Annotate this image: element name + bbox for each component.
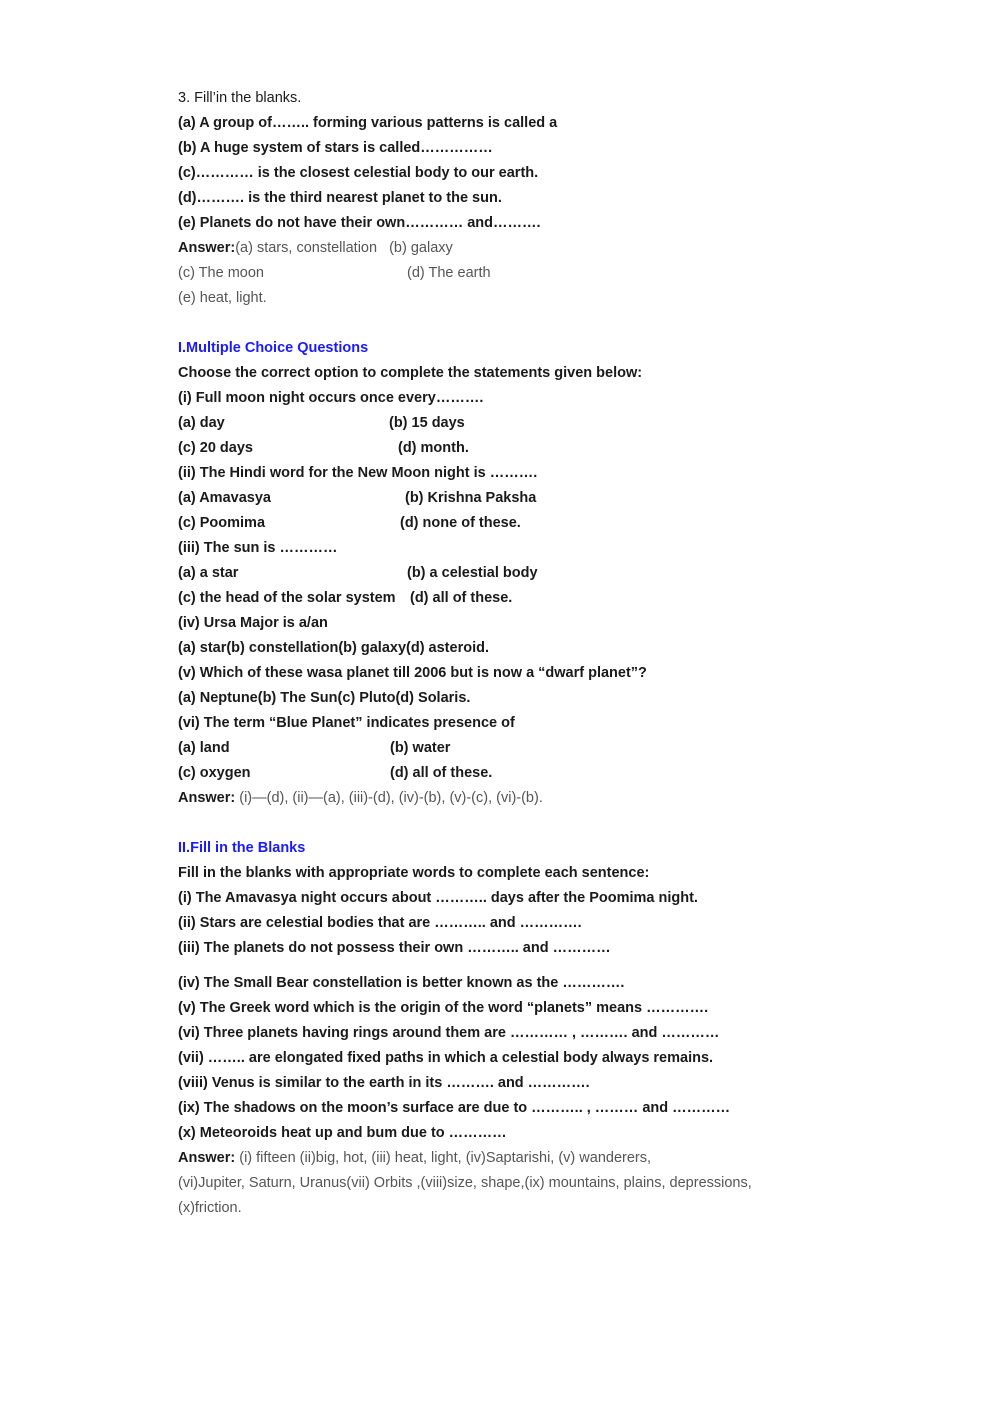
section3-question-d: (d)………. is the third nearest planet to the sun. bbox=[178, 190, 502, 206]
mcq-option: (d) all of these. bbox=[410, 590, 513, 606]
fib-question-2: (ii) Stars are celestial bodies that are ……….. and …………. bbox=[178, 915, 582, 931]
mcq-options-1ab bbox=[178, 411, 818, 436]
mcq-options-4: (a) star(b) constellation(b) galaxy(d) asteroid. bbox=[178, 640, 489, 656]
answer-label: Answer: bbox=[178, 1150, 236, 1166]
fib-question-10: (x) Meteoroids heat up and bum due to ………… bbox=[178, 1125, 507, 1141]
fib-answer-line3: (x)friction. bbox=[178, 1200, 242, 1216]
section3-question-a: (a) A group of…….. forming various patterns is called a bbox=[178, 115, 558, 131]
fib-instruction: Fill in the blanks with appropriate words to complete each sentence: bbox=[178, 865, 650, 881]
section3-answer-row1 bbox=[178, 236, 818, 261]
fib-answer-text: (i) fifteen (ii)big, hot, (iii) heat, light, (iv)Saptarishi, (v) wanderers, bbox=[235, 1150, 652, 1166]
mcq-heading: I.Multiple Choice Questions bbox=[178, 340, 369, 356]
answer-label: Answer: bbox=[178, 790, 236, 806]
mcq-options-5: (a) Neptune(b) The Sun(c) Pluto(d) Solaris. bbox=[178, 690, 471, 706]
mcq-options-2ab bbox=[178, 486, 818, 511]
mcq-option: (b) water bbox=[390, 740, 451, 756]
document-page bbox=[178, 86, 818, 1221]
fib-question-4: (iv) The Small Bear constellation is better known as the …………. bbox=[178, 975, 625, 991]
mcq-options-3ab bbox=[178, 561, 818, 586]
mcq-option: (d) all of these. bbox=[390, 765, 493, 781]
mcq-question-5: (v) Which of these wasa planet till 2006 but is now a “dwarf planet”? bbox=[178, 665, 647, 681]
mcq-question-1: (i) Full moon night occurs once every………. bbox=[178, 390, 484, 406]
fib-question-6: (vi) Three planets having rings around them are ………… , ………. and ………… bbox=[178, 1025, 720, 1041]
mcq-question-6: (vi) The term “Blue Planet” indicates presence of bbox=[178, 715, 515, 731]
mcq-option: (a) day bbox=[178, 415, 225, 431]
fib-question-5: (v) The Greek word which is the origin of the word “planets” means …………. bbox=[178, 1000, 709, 1016]
answer-label: Answer: bbox=[178, 240, 236, 256]
mcq-option: (c) Poomima bbox=[178, 515, 266, 531]
mcq-option: (c) 20 days bbox=[178, 440, 253, 456]
mcq-options-1cd bbox=[178, 436, 818, 461]
fib-question-7: (vii) …….. are elongated fixed paths in which a celestial body always remains. bbox=[178, 1050, 714, 1066]
mcq-option: (a) Amavasya bbox=[178, 490, 271, 506]
section3-answer-row2 bbox=[178, 261, 818, 286]
section3-answer-e: (e) heat, light. bbox=[178, 290, 267, 306]
mcq-option: (b) 15 days bbox=[389, 415, 465, 431]
mcq-option: (d) month. bbox=[398, 440, 469, 456]
mcq-options-3cd bbox=[178, 586, 818, 611]
mcq-options-6ab bbox=[178, 736, 818, 761]
mcq-option: (b) Krishna Paksha bbox=[405, 490, 537, 506]
answer-b: (b) galaxy bbox=[389, 240, 453, 256]
section3-question-b: (b) A huge system of stars is called…………… bbox=[178, 140, 493, 156]
mcq-answer bbox=[178, 786, 818, 811]
fib-question-1: (i) The Amavasya night occurs about ……….. days after the Poomima night. bbox=[178, 890, 698, 906]
mcq-option: (d) none of these. bbox=[400, 515, 521, 531]
mcq-option: (b) a celestial body bbox=[407, 565, 538, 581]
mcq-option: (c) oxygen bbox=[178, 765, 251, 781]
fib-answer-line1 bbox=[178, 1146, 818, 1171]
fib-question-8: (viii) Venus is similar to the earth in its ………. and …………. bbox=[178, 1075, 590, 1091]
section3-title: 3. Fill’in the blanks. bbox=[178, 90, 302, 106]
answer-d: (d) The earth bbox=[407, 265, 491, 281]
mcq-question-4: (iv) Ursa Major is a/an bbox=[178, 615, 328, 631]
fib-heading: II.Fill in the Blanks bbox=[178, 840, 306, 856]
mcq-option: (a) a star bbox=[178, 565, 239, 581]
mcq-option: (a) land bbox=[178, 740, 230, 756]
mcq-instruction: Choose the correct option to complete the statements given below: bbox=[178, 365, 643, 381]
section3-question-e: (e) Planets do not have their own………… and………. bbox=[178, 215, 541, 231]
mcq-question-3: (iii) The sun is ………… bbox=[178, 540, 338, 556]
mcq-option: (c) the head of the solar system bbox=[178, 590, 396, 606]
fib-question-9: (ix) The shadows on the moon’s surface are due to ……….. , ……… and ………… bbox=[178, 1100, 731, 1116]
mcq-options-2cd bbox=[178, 511, 818, 536]
mcq-answer-text: (i)—(d), (ii)—(a), (iii)-(d), (iv)-(b), (v)-(c), (vi)-(b). bbox=[235, 790, 543, 806]
fib-question-3: (iii) The planets do not possess their own ……….. and ………… bbox=[178, 940, 611, 956]
section3-question-c: (c)………… is the closest celestial body to our earth. bbox=[178, 165, 539, 181]
mcq-options-6cd bbox=[178, 761, 818, 786]
fib-answer-line2: (vi)Jupiter, Saturn, Uranus(vii) Orbits ,(viii)size, shape,(ix) mountains, plains, depressions, bbox=[178, 1175, 752, 1191]
mcq-question-2: (ii) The Hindi word for the New Moon night is ………. bbox=[178, 465, 538, 481]
answer-a: (a) stars, constellation bbox=[235, 240, 378, 256]
answer-c: (c) The moon bbox=[178, 265, 264, 281]
